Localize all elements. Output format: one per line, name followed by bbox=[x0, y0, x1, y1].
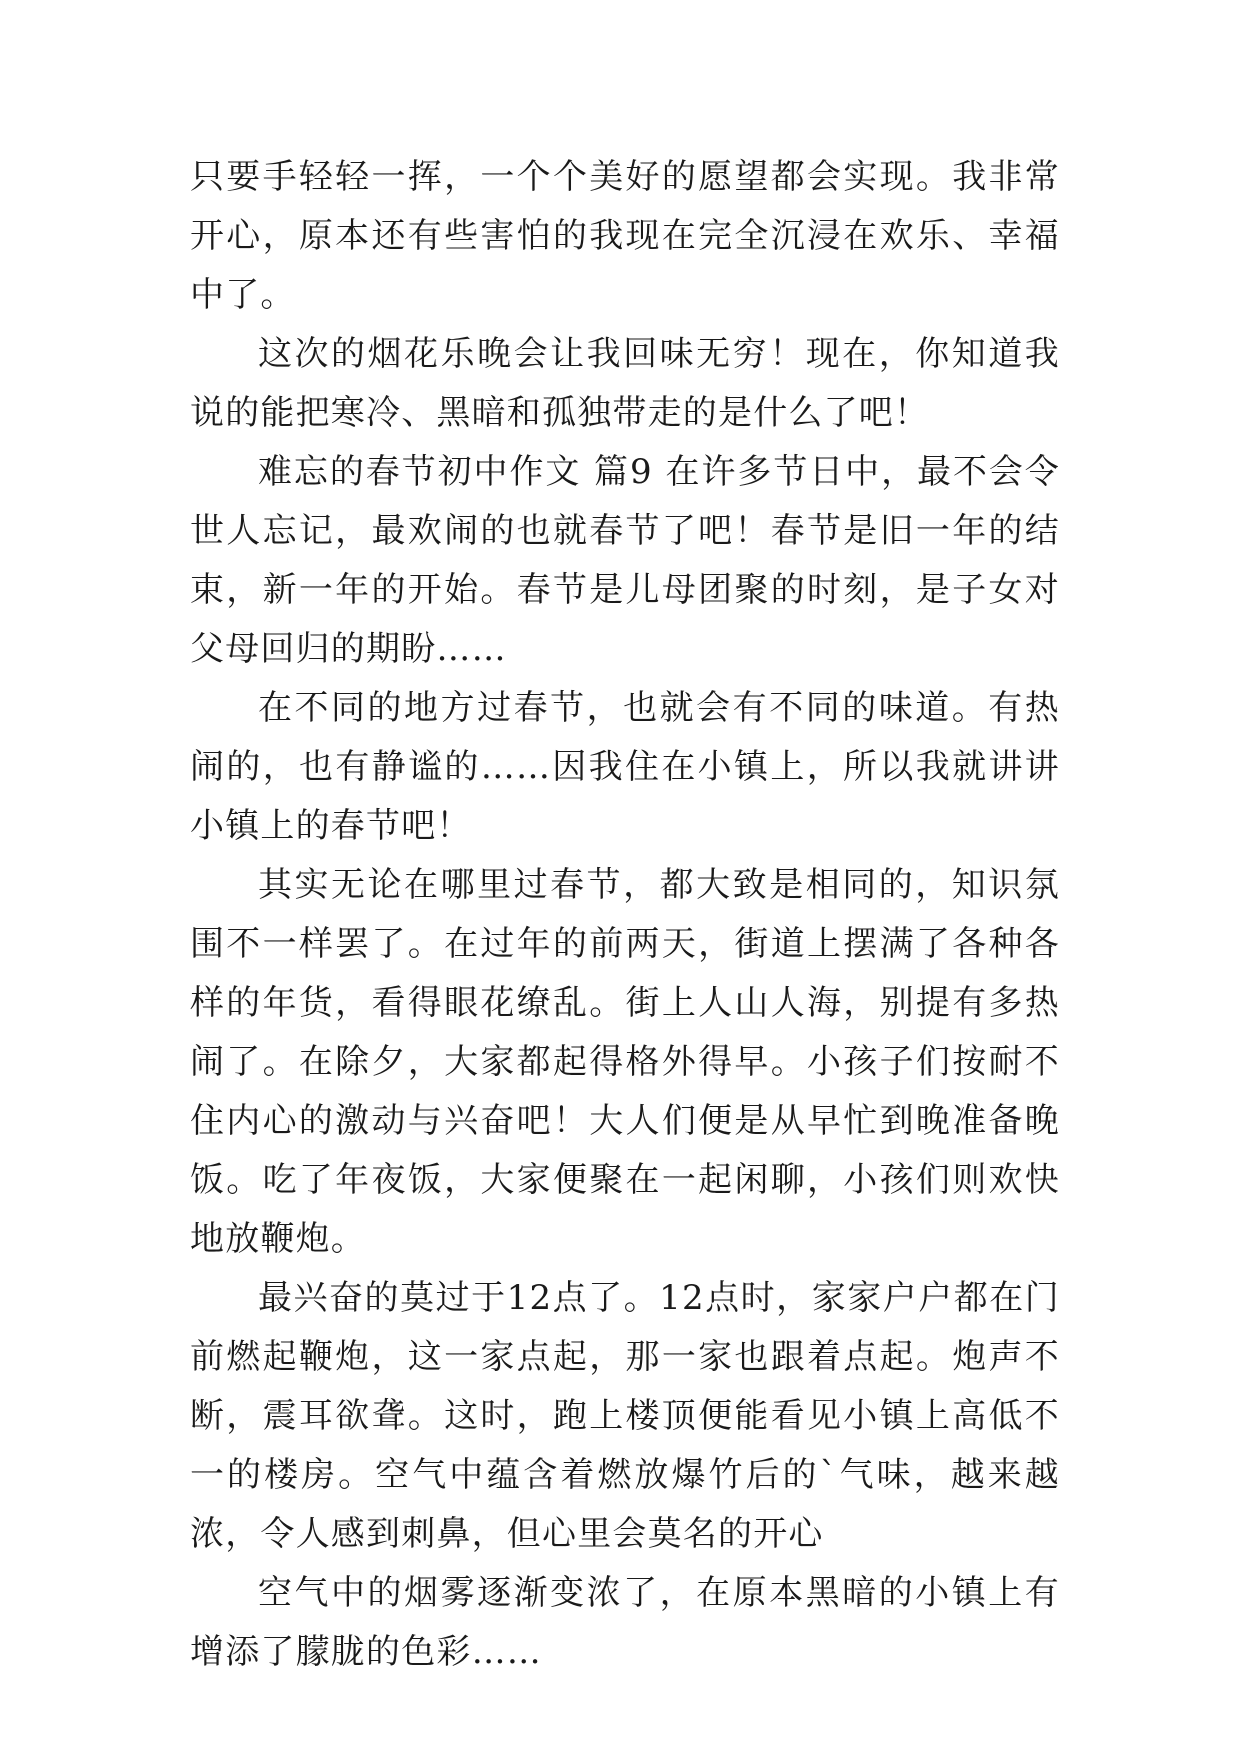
document-page bbox=[190, 148, 1060, 1682]
paragraph-1: 只要手轻轻一挥，一个个美好的愿望都会实现。我非常开心，原本还有些害怕的我现在完全沉浸在欢乐、幸福中了。 bbox=[190, 157, 1060, 315]
paragraph-3: 难忘的春节初中作文 篇9 在许多节日中，最不会令世人忘记，最欢闹的也就春节了吧！春节是旧一年的结束，新一年的开始。春节是儿母团聚的时刻，是子女对父母回归的期盼…… bbox=[190, 452, 1060, 669]
paragraph-7: 空气中的烟雾逐渐变浓了，在原本黑暗的小镇上有增添了朦胧的色彩…… bbox=[190, 1573, 1060, 1672]
paragraph-4: 在不同的地方过春节，也就会有不同的味道。有热闹的，也有静谧的……因我住在小镇上，所以我就讲讲小镇上的春节吧！ bbox=[190, 688, 1060, 846]
paragraph-6: 最兴奋的莫过于12点了。12点时，家家户户都在门前燃起鞭炮，这一家点起，那一家也跟着点起。炮声不断，震耳欲聋。这时，跑上楼顶便能看见小镇上高低不一的楼房。空气中蕴含着燃放爆竹后的`气味，越来越浓，令人感到刺鼻，但心里会莫名的开心 bbox=[190, 1278, 1060, 1554]
paragraph-2: 这次的烟花乐晚会让我回味无穷！现在，你知道我说的能把寒冷、黑暗和孤独带走的是什么了吧！ bbox=[190, 334, 1060, 433]
paragraph-5: 其实无论在哪里过春节，都大致是相同的，知识氛围不一样罢了。在过年的前两天，街道上摆满了各种各样的年货，看得眼花缭乱。街上人山人海，别提有多热闹了。在除夕，大家都起得格外得早。小孩子们按耐不住内心的激动与兴奋吧！大人们便是从早忙到晚准备晚饭。吃了年夜饭，大家便聚在一起闲聊，小孩们则欢快地放鞭炮。 bbox=[190, 865, 1060, 1259]
